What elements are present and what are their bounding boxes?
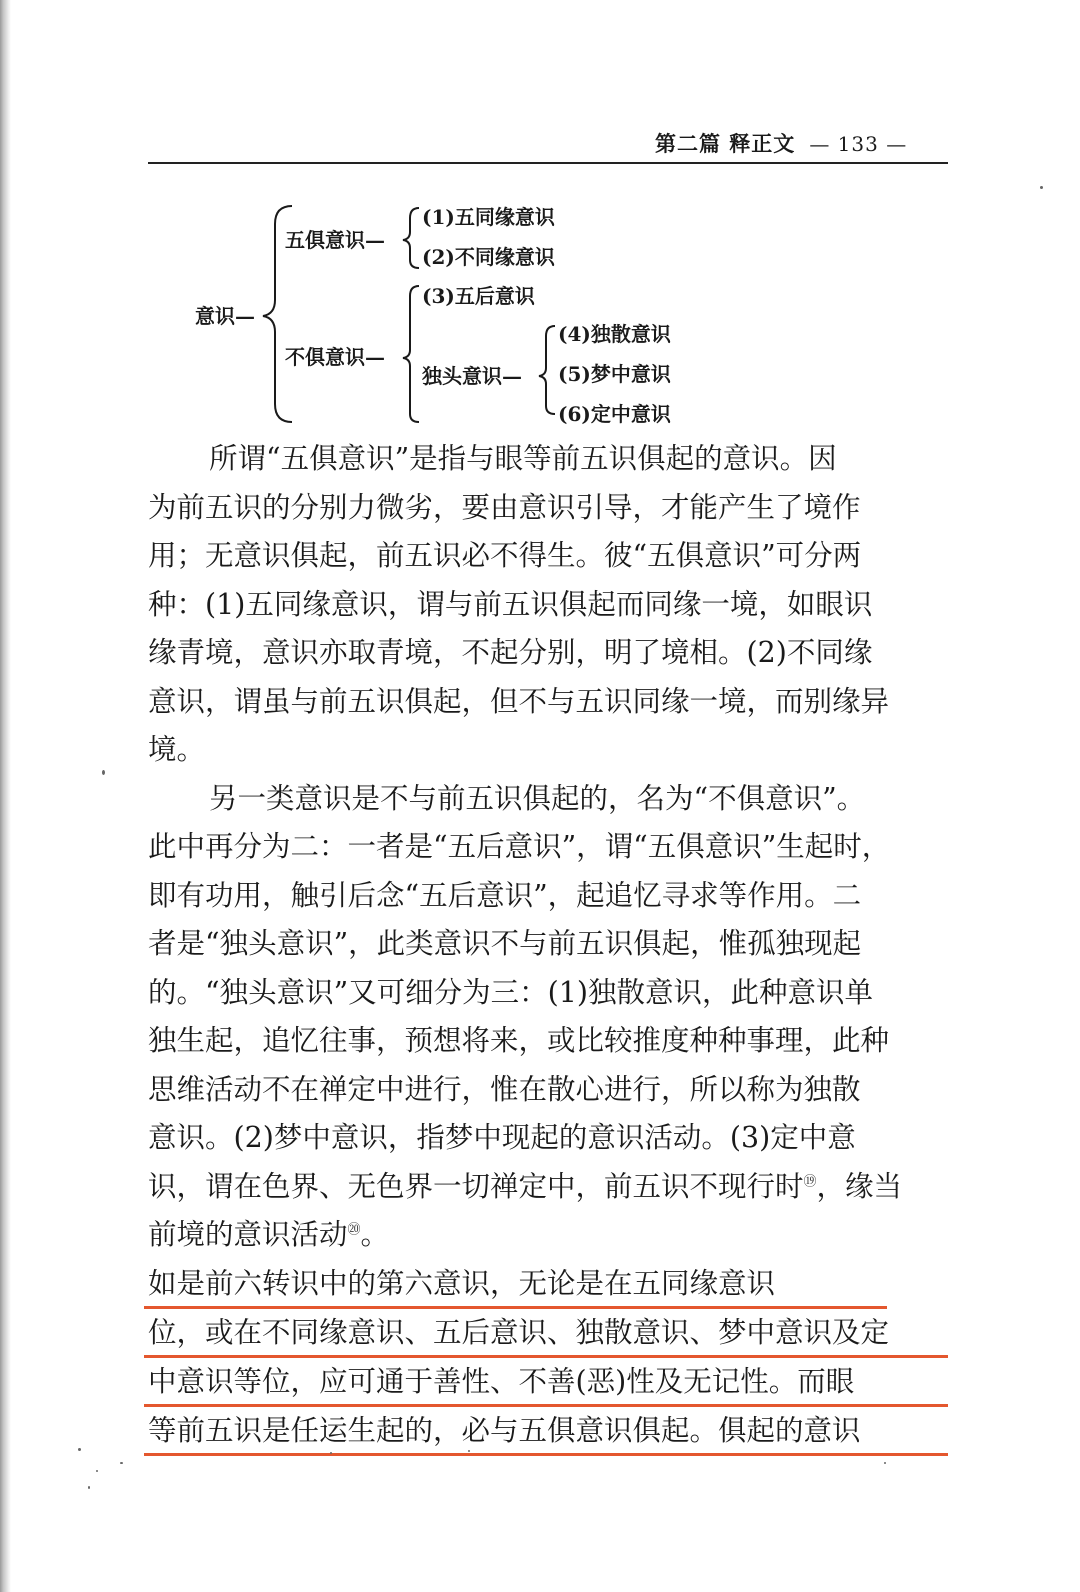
text-line: 者是“独头意识”，此类意识不与前五识俱起，惟孤独现起: [148, 927, 862, 960]
diagram-item-5: (5)梦中意识: [558, 362, 671, 386]
scan-speck: [330, 1452, 332, 1454]
text-line: 意识。(2)梦中意识，指梦中现起的意识活动。(3)定中意: [148, 1121, 856, 1154]
highlighted-line: 中意识等位，应可通于善性、不善(恶)性及无记性。而眼: [144, 1358, 948, 1407]
diagram-item-3: (3)五后意识: [422, 284, 535, 308]
diagram-item-1: (1)五同缘意识: [422, 205, 555, 229]
page-number: — 133 —: [809, 132, 908, 156]
scan-speck: [96, 1470, 98, 1472]
diagram-item-2: (2)不同缘意识: [422, 245, 555, 269]
header-title: 第二篇 释正文: [655, 131, 796, 156]
scan-speck: [102, 770, 105, 775]
branch2-brace: [403, 286, 419, 422]
diagram-item-4: (4)独散意识: [558, 322, 671, 346]
paragraph-3-highlighted: [148, 1260, 948, 1456]
highlighted-line: 等前五识是任运生起的，必与五俱意识俱起。俱起的意识: [144, 1407, 948, 1456]
text-line: 此中再分为二：一者是“五后意识”，谓“五俱意识”生起时，: [148, 830, 891, 863]
paragraph-2: [148, 775, 948, 1260]
text-line: 缘青境，意识亦取青境，不起分别，明了境相。(2)不同缘: [148, 636, 873, 669]
text-line: 用；无意识俱起，前五识必不得生。彼“五俱意识”可分两: [148, 539, 862, 572]
body-text: [148, 435, 948, 1456]
text-run: ，缘当: [816, 1169, 903, 1203]
diagram-branch-five-concurrent: 五俱意识—: [285, 228, 385, 252]
text-run: 。: [360, 1218, 390, 1251]
scan-speck: [884, 1462, 886, 1464]
text-line: 境。: [148, 733, 206, 766]
branch1-brace: [403, 208, 419, 268]
text-line: 种：(1)五同缘意识，谓与前五识俱起而同缘一境，如眼识: [148, 587, 873, 621]
scan-speck: [1040, 186, 1043, 189]
text-run: 识，谓在色界、无色界一切禅定中，前五识不现行时: [148, 1169, 804, 1203]
footnote-marker-19[interactable]: ⑲: [803, 1174, 817, 1189]
text-line: 为前五识的分别力微劣，要由意识引导，才能产生了境作: [148, 490, 861, 524]
text-run: 前境的意识活动: [148, 1218, 348, 1251]
scan-speck: [468, 1450, 470, 1452]
text-line: [148, 1211, 948, 1260]
diagram-branch-non-concurrent: 不俱意识—: [285, 345, 385, 369]
text-line: 的。“独头意识”又可细分为三：(1)独散意识，此种意识单: [148, 975, 874, 1009]
text-line: [148, 1163, 948, 1212]
diagram-sub-branch-solitary: 独头意识—: [422, 364, 522, 388]
highlighted-line: 如是前六转识中的第六意识，无论是在五同缘意识: [144, 1260, 887, 1309]
diagram-item-6: (6)定中意识: [558, 402, 671, 426]
scan-speck: [88, 1486, 90, 1489]
scan-speck: [120, 1462, 123, 1464]
text-line: 所谓“五俱意识”是指与眼等前五识俱起的意识。因: [209, 442, 837, 475]
text-line: 意识，谓虽与前五识俱起，但不与五识同缘一境，而别缘异: [148, 684, 890, 718]
text-line: 另一类意识是不与前五识俱起的，名为“不俱意识”。: [209, 781, 866, 815]
diagram-root-label: 意识—: [195, 304, 255, 328]
text-line: 思维活动不在禅定中进行，惟在散心进行，所以称为独散: [148, 1072, 861, 1106]
paragraph-1: [148, 435, 948, 775]
scan-speck: [78, 1448, 81, 1451]
text-line: 独生起，追忆往事，预想将来，或比较推度种种事理，此种: [148, 1024, 890, 1057]
highlighted-line: 位，或在不同缘意识、五后意识、独散意识、梦中意识及定: [144, 1309, 948, 1358]
sub-brace: [539, 326, 555, 414]
text-line: 即有功用，触引后念“五后意识”，起追忆寻求等作用。二: [148, 878, 862, 912]
footnote-marker-20[interactable]: ⑳: [347, 1222, 361, 1238]
